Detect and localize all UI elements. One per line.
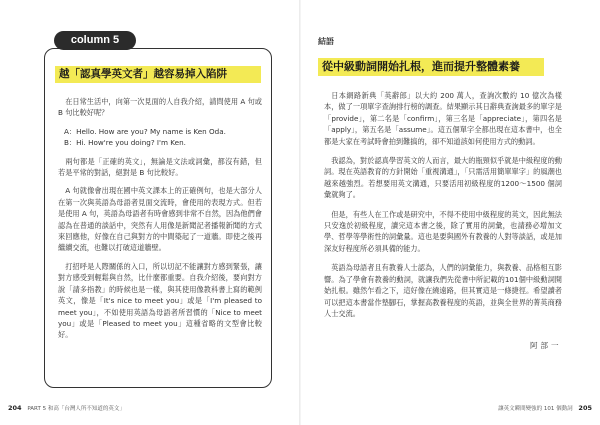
- column-body: [58, 96, 262, 348]
- left-footer-text: PART 5 和高「台灣人所不知道的英文」: [27, 406, 125, 412]
- right-paragraph: 但是，有些人在工作或是研究中，不得不使用中級程度的英文，因此無法只安逸於初級程度，讀完這本書之後，除了實用的詞彙，也請務必增加文學、哲學等學術性的詞彙量。這也是要與國外有教養的人對等談話，或是加深友好程度所必須具備的能力。: [324, 209, 562, 253]
- column-tab: column 5: [54, 31, 136, 50]
- right-page-number: 205: [578, 404, 592, 412]
- dialog-line-b: B：Hi. How're you doing? I'm Ken.: [64, 138, 186, 148]
- section-label: 結語: [318, 37, 334, 46]
- page-gutter: [299, 0, 301, 425]
- right-footer-text: 讓英文瞬間變強的 101 個動詞: [498, 406, 573, 412]
- author-signature: 阿部一: [530, 341, 562, 350]
- left-footer: [8, 404, 125, 412]
- right-paragraph: 我認為，對於認真學習英文的人而言，最大的瓶頸似乎就是中級程度的動詞。現在英語教育的方針開始「重視溝通」，「只需活用簡單單字」的風潮也越來越強烈。若想要用英文溝通，只要活用初級程度的1200〜1500 個詞彙就夠了。: [324, 156, 562, 200]
- right-paragraph: 英語為母語者且有教養人士認為，人們的詞彙能力，與教養、品格相互影響。為了學會有教養的動詞，就讓我們先從書中所記載的101個中級動詞開始扎根。雖然乍看之下，這好像在繞遠路，但其實這是一條捷徑。希望讀者可以把這本書當作墊腳石，掌握高教養程度的英語，並與全世界的菁英商務人士交流。: [324, 263, 562, 318]
- right-footer: [498, 404, 592, 412]
- column-title: 越「認真學英文者」越容易掉入陷阱: [55, 66, 261, 83]
- right-paragraph: 日本網路新典「英辭郎」以大約 200 萬人，查詢次數約 10 億次為樣本，做了一項單字查詢排行榜的調查。結果顯示其日辭典查詢最多的單字是「provide」，第二名是「confirm」，第三名是「appreciate」，第四名是「apply」，第五名是「assume」。這五個單字全都出現在這本書中，也全都是大家在考試時會拍到難搞的，卻不知道該如何使用方式的動詞。: [324, 91, 562, 146]
- column-paragraph: 兩句都是「正確的英文」，無論是文法或詞彙，都沒有錯，但若是平常的對話，絕對是 B 句比較好。: [58, 156, 262, 178]
- left-page-number: 204: [8, 404, 22, 412]
- column-paragraph: 打招呼是人際關係的入口，所以切記不能讓對方感到緊張，讓對方感受到輕鬆與自然，比什麼都重要。自我介紹後，要向對方說「請多指教」的時候也是一樣，與其使用像教科書上寫的範例英文，像是「It's nice to meet you」或是「I'm pleased to meet you」，不如使用英語為母語者所習慣的「Nice to meet you」或是「Pleased to meet you」這種省略的文型會比較好。: [58, 261, 262, 340]
- dialog-line-a: A：Hello. How are you? My name is Ken Oda.: [64, 126, 226, 136]
- right-title: 從中級動詞開始扎根，進而提升整體素養: [318, 58, 544, 76]
- dialog-example: [64, 126, 262, 149]
- right-body: [324, 90, 562, 327]
- column-paragraph: A 句就像會出現在國中英文課本上的正確例句，也是大部分人在第一次與英語為母語者見面交流時，會使用的表現方式。但若是使用 A 句，英語為母語者有時會感到非常不自然，因為他們會認為在普通的談話中，突然有人用像是新聞記者播報新聞的方式來回應他，好像在自己與對方的中間築起了一道牆。即使之後再繼續交流，也難以打破這道牆壁。: [58, 186, 262, 253]
- column-paragraph: 在日常生活中，向第一次見面的人自我介紹，請問使用 A 句或 B 句比較好呢？: [58, 97, 262, 118]
